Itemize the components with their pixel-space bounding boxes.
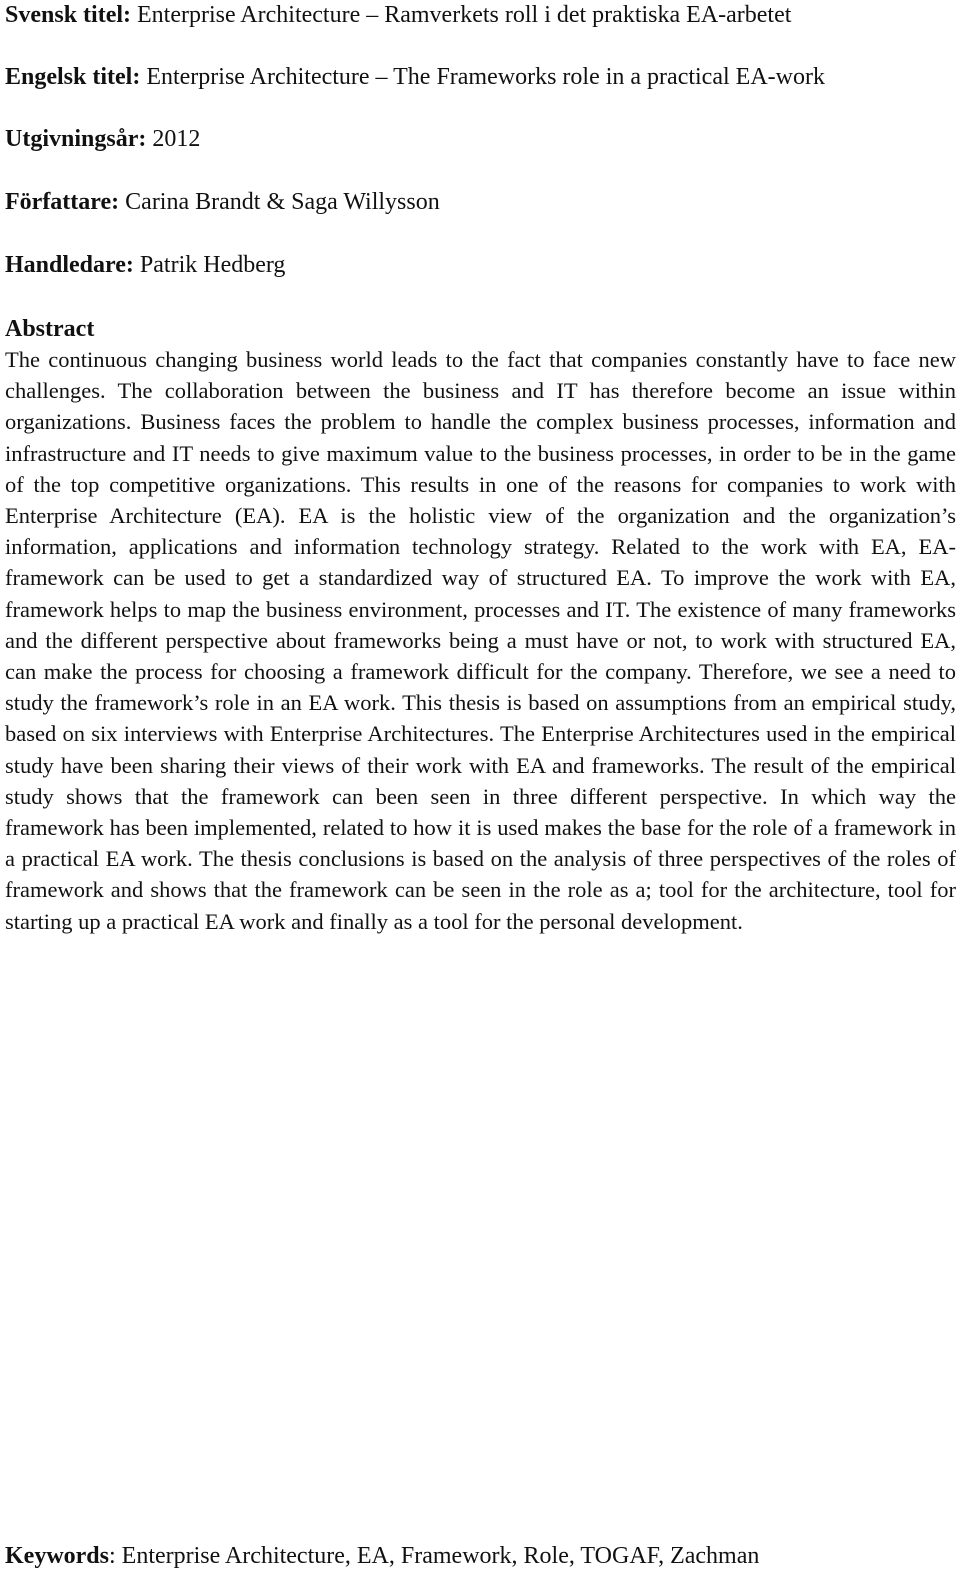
- authors-label: Författare:: [5, 189, 120, 215]
- supervisor-line: [5, 250, 285, 280]
- abstract-body: The continuous changing business world leads to the fact that companies constantly have to face new challenges. The collaboration between the business and IT has therefore become an issue within organizations. Business faces the problem to handle the complex business processes, information and infrastructure and IT needs to give maximum value to the business processes, in order to be in the game of the top competitive organizations. This results in one of the reasons for companies to work with Enterprise Architecture (EA). EA is the holistic view of the organization and the organization’s information, applications and information technology strategy. Related to the work with EA, EA-framework can be used to get a standardized way of structured EA. To improve the work with EA, framework helps to map the business environment, processes and IT. The existence of many frameworks and the different perspective about frameworks being a must have or not, to work with structured EA, can make the process for choosing a framework difficult for the company. Therefore, we see a need to study the framework’s role in an EA work. This thesis is based on assumptions from an empirical study, based on six interviews with Enterprise Architectures. The Enterprise Architectures used in the empirical study have been sharing their views of their work with EA and frameworks. The result of the empirical study shows that the framework can been seen in three different perspective. In which way the framework has been implemented, related to how it is used makes the base for the role of a framework in a practical EA work. The thesis conclusions is based on the analysis of three perspectives of the roles of framework and shows that the framework can be seen in the role as a; tool for the architecture, tool for starting up a practical EA work and finally as a tool for the personal development.: [5, 347, 956, 934]
- keywords-label: Keywords: [5, 1543, 109, 1569]
- english-title-line: [5, 62, 825, 92]
- abstract-heading: Abstract: [5, 316, 95, 342]
- authors-line: [5, 187, 440, 217]
- publication-year-label: Utgivningsår:: [5, 126, 147, 152]
- english-title-label: Engelsk titel:: [5, 64, 141, 90]
- publication-year-line: [5, 124, 200, 154]
- swedish-title-label: Svensk titel:: [5, 2, 131, 28]
- swedish-title-line: [5, 0, 791, 30]
- keywords-line: [5, 1541, 759, 1571]
- english-title-value: Enterprise Architecture – The Frameworks role in a practical EA-work: [146, 64, 825, 90]
- publication-year-value: 2012: [152, 126, 201, 152]
- swedish-title-value: Enterprise Architecture – Ramverkets roll i det praktiska EA-arbetet: [137, 2, 792, 28]
- supervisor-label: Handledare:: [5, 252, 134, 278]
- keywords-value: : Enterprise Architecture, EA, Framework, Role, TOGAF, Zachman: [109, 1543, 760, 1569]
- supervisor-value: Patrik Hedberg: [139, 252, 286, 278]
- authors-value: Carina Brandt & Saga Willysson: [125, 189, 440, 215]
